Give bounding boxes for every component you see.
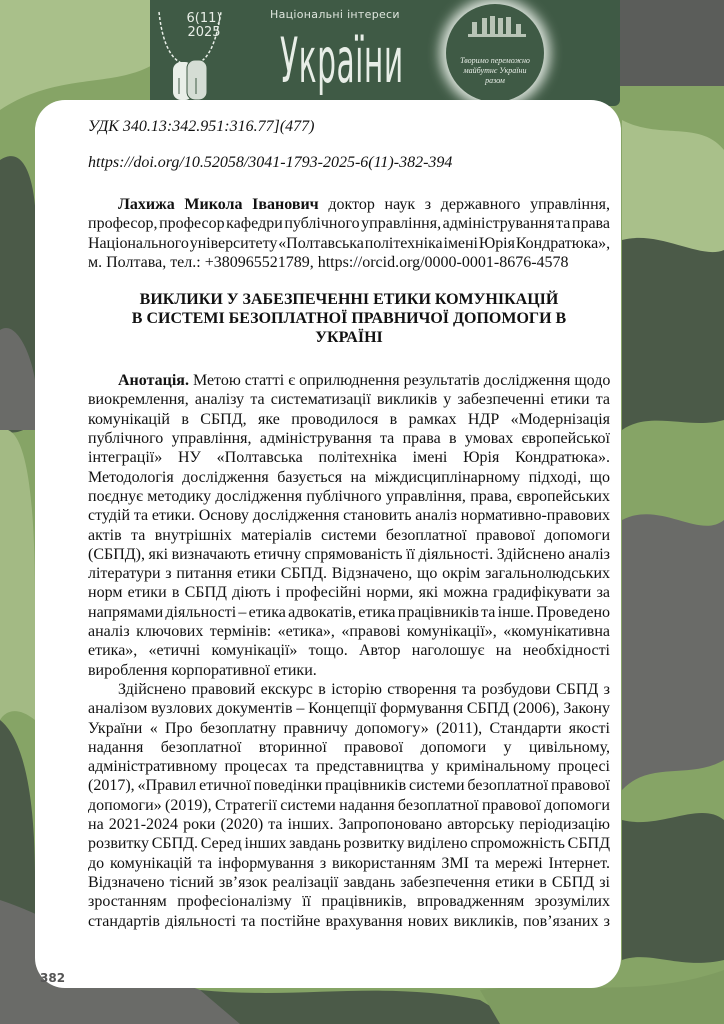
journal-subtitle: Національні інтереси bbox=[270, 8, 400, 21]
text-line: напрямами діяльності – етика адвокатів, етика працівників та інше. Проведено bbox=[88, 603, 610, 621]
emblem-motto: Творимо переможно майбутнє України разом bbox=[460, 56, 530, 85]
udc-code: УДК 340.13:342.951:316.77](477) bbox=[88, 118, 315, 135]
text-line: аналізом вузлових документів – Концепції формування СБПД (2006), Закону bbox=[88, 700, 610, 718]
text-line: вироблення корпоративної етики. bbox=[88, 661, 317, 679]
text-line: поєднує методику дослідження публічного управління, права, європейських bbox=[88, 487, 610, 505]
page-number: 382 bbox=[40, 971, 66, 985]
text-line: до комунікацій та інформування з використанням ЗМІ та мережі Інтернет. bbox=[88, 854, 610, 872]
abstract: Анотація. Метою статті є оприлюднення результатів дослідження щодо виокремлення, аналізу та систематизації викликів у забезпеченні етики та комунікацій в СБПД, яке проводилося в рамках НДР «Модернізація публічного управління, адміністрування та права в умовах європейської інтеграції» НУ «Полтавська політехніка імені Юрія Кондратюка». Методологія дослідження базується на міждисциплінарному підході, що поєднує методику дослідження публічного управління, права, європейських студій та етики. Основу дослідження становить аналіз нормативно-правових актів та внутрішніх матеріалів системи безоплатної правової допомоги (СБПД), які визначають етичну спрямованість її діяльності. Здійснено аналіз літератури з питання етики СБПД. Відзначено, що окрім загальнолюдських норм етики в СБПД діють і професійні норми, які можна градифікувати за напрямами діяльності – етика адвокатів, етика працівників та інше. Проведено аналіз ключових термінів: «етика», «правові комунікації», «комунікативна етика», «етичні комунікації» тощо. Автор наголошує на необхідності вироблення корпоративної етики. bbox=[88, 372, 611, 679]
text-line: адміністративному процесах та представництва у кримінальному процесі bbox=[88, 758, 610, 776]
text-line: етика», «етичні комунікації» тощо. Автор наголошує на необхідності bbox=[88, 642, 610, 660]
abstract-label: Анотація. bbox=[118, 372, 189, 390]
doi-link[interactable]: https://doi.org/10.52058/3041-1793-2025-6(11)-382-394 bbox=[88, 154, 453, 171]
text-line: актів та внутрішніх матеріалів системи безоплатної правової допомоги bbox=[88, 526, 610, 544]
text-line: виокремлення, аналізу та систематизації викликів у забезпеченні етики та bbox=[88, 391, 610, 409]
text-line: стандартів діяльності та постійне врахування нових викликів, пов’язаних з bbox=[88, 912, 610, 930]
text-line: інтеграції» НУ «Полтавська політехніка імені Юрія Кондратюка». bbox=[88, 449, 610, 467]
text-line: зростанням професіоналізму її працівників, впровадженням зрозумілих bbox=[88, 893, 610, 911]
text-line: аналіз ключових термінів: «етика», «правові комунікації», «комунікативна bbox=[88, 623, 610, 641]
text-line: комунікацій в СБПД, яке проводилося в рамках НДР «Модернізація bbox=[88, 410, 610, 428]
article-title: ВИКЛИКИ У ЗАБЕЗПЕЧЕННІ ЕТИКИ КОМУНІКАЦІЙ В СИСТЕМІ БЕЗОПЛАТНОЇ ПРАВНИЧОЇ ДОПОМОГИ В УКРАЇНІ bbox=[131, 291, 567, 347]
text-line: розвитку СБПД. Серед інших завдань розвитку виділено спроможність СБПД bbox=[88, 835, 610, 853]
text-line: України « Про безоплатну правничу допомогу» (2011), Стандарти якості bbox=[88, 719, 610, 737]
text-line: публічного управління, адміністрування та права в умовах європейської bbox=[88, 430, 610, 448]
journal-emblem bbox=[446, 4, 544, 102]
text-line: (СБПД), які визначають етичну спрямованість її діяльності. Здійснено аналіз bbox=[88, 545, 610, 563]
text-line: норм етики в СБПД діють і професійні норми, які можна градифікувати за bbox=[88, 584, 610, 602]
text-line: (2017), «Правил етичної поведінки працівників системи безоплатної правової bbox=[88, 777, 610, 795]
text-line: надання безоплатної вторинної правової допомоги у цивільному, bbox=[88, 738, 610, 756]
paragraph-2 bbox=[88, 680, 610, 931]
soldiers-silhouette-icon bbox=[446, 4, 544, 54]
text-line: Методологія дослідження базується на міждисциплінарному підході, що bbox=[88, 468, 610, 486]
text-line: Відзначено тісний зв’язок реалізації завдань забезпечення етики в СБПД зі bbox=[88, 873, 610, 891]
issue-number: 6(11) 2025 bbox=[186, 11, 222, 40]
author-name: Лахижа Микола Іванович bbox=[118, 196, 319, 213]
text-line: допомоги» (2019), Стратегії системи надання безоплатної правової допомоги bbox=[88, 796, 610, 814]
text-line: літератури з питання етики СБПД. Відзначено, що окрім загальнолюдських bbox=[88, 565, 610, 583]
text-line: студій та етики. Основу дослідження становить аналіз нормативно-правових bbox=[88, 507, 610, 525]
text-line: на 2021-2024 роки (2020) та інших. Запропоновано авторську періодизацію bbox=[88, 816, 610, 834]
journal-title: України bbox=[280, 24, 404, 97]
author-info: Лахижа Микола Іванович доктор наук з державного управління, професор, професор кафедри публічного управління, адміністрування та права Національного університету «Полтавська політехніка імені Юрія Кондратюка», м. Полтава, тел.: +380965521789, https://orcid.org/0000-0001-8676-4578 bbox=[88, 196, 611, 271]
text-line: Здійснено правовий екскурс в історію створення та розбудови СБПД з bbox=[118, 680, 610, 698]
article-body bbox=[88, 117, 610, 931]
